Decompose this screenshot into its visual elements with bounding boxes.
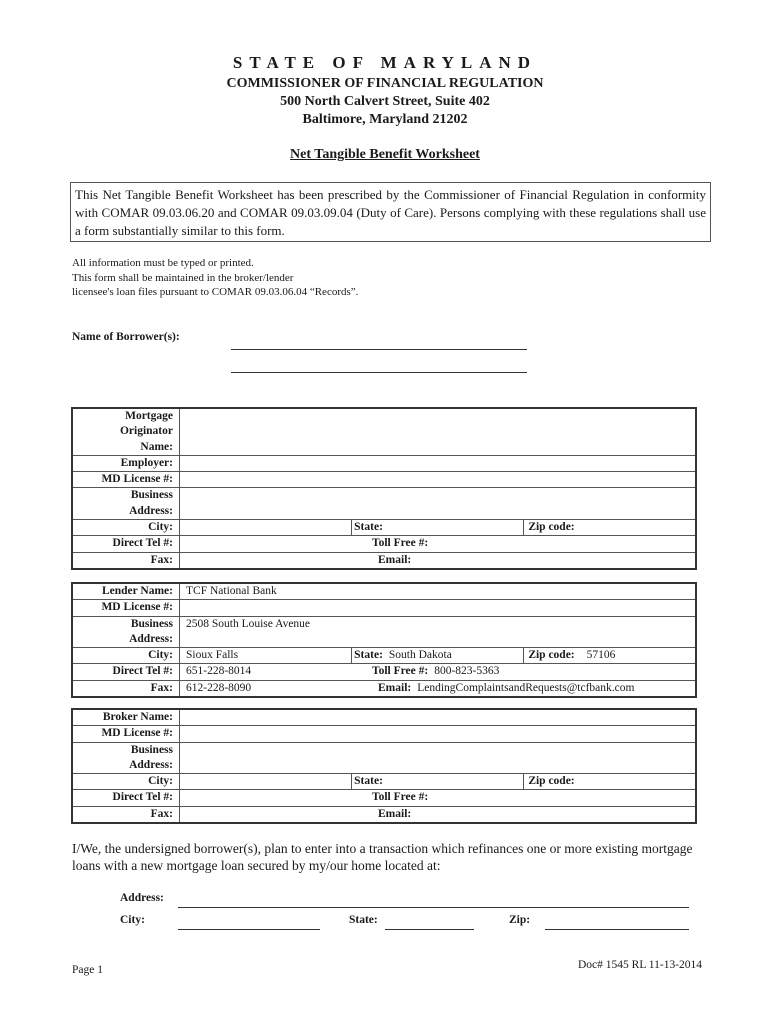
lender-city-value: Sioux Falls [186,649,239,662]
originator-city-label: City: [72,520,180,536]
property-zip-line[interactable] [545,929,689,930]
lender-state-field[interactable] [352,648,524,664]
note-line: licensee's loan files pursuant to COMAR 09.03.06.04 “Records”. [72,286,359,298]
broker-zip-field[interactable] [524,774,696,790]
intro-box [70,182,711,242]
lender-zip-field[interactable] [524,648,696,664]
state-heading: STATE OF MARYLAND [232,53,538,72]
originator-name-field[interactable] [180,408,697,455]
borrower-statement: I/We, the undersigned borrower(s), plan to enter into a transaction which refinances one or more existing mortgage loans with a new mortgage loan secured by my/our home located at: [72,841,693,873]
broker-tel-label: Direct Tel #: [72,790,180,806]
office-address-line2: Baltimore, Maryland 21202 [302,112,468,127]
broker-toll-label: Toll Free #: [372,791,429,804]
broker-address-field[interactable] [180,742,697,774]
originator-license-field[interactable] [180,472,697,488]
broker-state-label: State: [354,775,383,788]
originator-table [71,407,697,570]
originator-zip-field[interactable] [524,520,696,536]
lender-tel-label: Direct Tel #: [72,664,180,680]
lender-toll-label: Toll Free #: [372,665,429,678]
property-zip-label: Zip: [509,914,531,926]
lender-address-label: Business Address: [72,616,180,648]
lender-name-value: TCF National Bank [186,585,277,597]
lender-name-label: Lender Name: [72,583,180,600]
originator-city-field[interactable] [180,520,352,536]
lender-address-field[interactable] [180,616,697,648]
originator-fax-label: Fax: [72,552,180,569]
lender-table [71,582,697,698]
property-address-label: Address: [120,892,164,904]
originator-license-label: MD License #: [72,472,180,488]
lender-fax-field[interactable] [180,680,697,697]
broker-address-label: Business Address: [72,742,180,774]
originator-fax-field[interactable] [180,552,697,569]
lender-city-label: City: [72,648,180,664]
lender-state-value: South Dakota [388,649,452,662]
broker-state-field[interactable] [352,774,524,790]
property-city-label: City: [120,914,145,926]
broker-city-field[interactable] [180,774,352,790]
originator-tel-field[interactable] [180,536,697,552]
broker-name-label: Broker Name: [72,709,180,726]
lender-license-label: MD License #: [72,600,180,616]
lender-name-field[interactable] [180,583,697,600]
lender-email-value: LendingComplaintsandRequests@tcfbank.com [417,681,635,694]
broker-license-field[interactable] [180,726,697,742]
instructions-notes [72,256,358,300]
broker-name-field[interactable] [180,709,697,726]
lender-fax-value: 612-228-8090 [186,681,252,694]
originator-address-field[interactable] [180,488,697,520]
broker-license-label: MD License #: [72,726,180,742]
originator-employer-field[interactable] [180,455,697,471]
originator-tel-label: Direct Tel #: [72,536,180,552]
property-state-line[interactable] [385,929,474,930]
lender-state-label: State: [354,649,383,662]
lender-zip-label: Zip code: [528,649,575,662]
originator-toll-label: Toll Free #: [372,537,429,550]
originator-address-label: Business Address: [72,488,180,520]
originator-state-field[interactable] [352,520,524,536]
broker-fax-label: Fax: [72,806,180,823]
note-line: All information must be typed or printed. [72,257,254,269]
lender-zip-value: 57106 [586,649,616,662]
broker-email-label: Email: [378,807,412,820]
originator-zip-label: Zip code: [528,521,575,534]
borrower-name-label: Name of Borrower(s): [72,331,180,343]
lender-address-value: 2508 South Louise Avenue [186,617,311,630]
broker-zip-label: Zip code: [528,775,575,788]
broker-fax-field[interactable] [180,806,697,823]
office-address-line1: 500 North Calvert Street, Suite 402 [280,94,490,109]
lender-city-field[interactable] [180,648,352,664]
borrower-name-line-2[interactable] [231,372,527,373]
property-state-label: State: [349,914,378,926]
originator-name-label: Mortgage Originator Name: [72,408,180,455]
intro-text: This Net Tangible Benefit Worksheet has been prescribed by the Commissioner of Financial Regulation in conformity with COMAR 09.03.06.20 and COMAR 09.03.09.04 (Duty of Care). Persons complying with these regulations shall use a form substantially similar to this form. [75,187,706,238]
lender-toll-value: 800-823-5363 [434,665,500,678]
lender-tel-field[interactable] [180,664,697,680]
document-number: Doc# 1545 RL 11-13-2014 [578,959,703,971]
originator-state-label: State: [354,521,383,534]
property-city-line[interactable] [178,929,320,930]
lender-license-field[interactable] [180,600,697,616]
property-address-line[interactable] [178,907,689,908]
broker-city-label: City: [72,774,180,790]
lender-tel-value: 651-228-8014 [186,665,252,678]
worksheet-title: Net Tangible Benefit Worksheet [290,147,480,162]
broker-table [71,708,697,824]
page-number: Page 1 [72,964,103,976]
note-line: This form shall be maintained in the broker/lender [72,271,294,284]
broker-tel-field[interactable] [180,790,697,806]
lender-fax-label: Fax: [72,680,180,697]
commissioner-heading: COMMISSIONER OF FINANCIAL REGULATION [226,76,544,91]
lender-email-label: Email: [378,681,412,694]
originator-email-label: Email: [378,553,412,566]
borrower-name-line-1[interactable] [231,349,527,350]
originator-employer-label: Employer: [72,455,180,471]
